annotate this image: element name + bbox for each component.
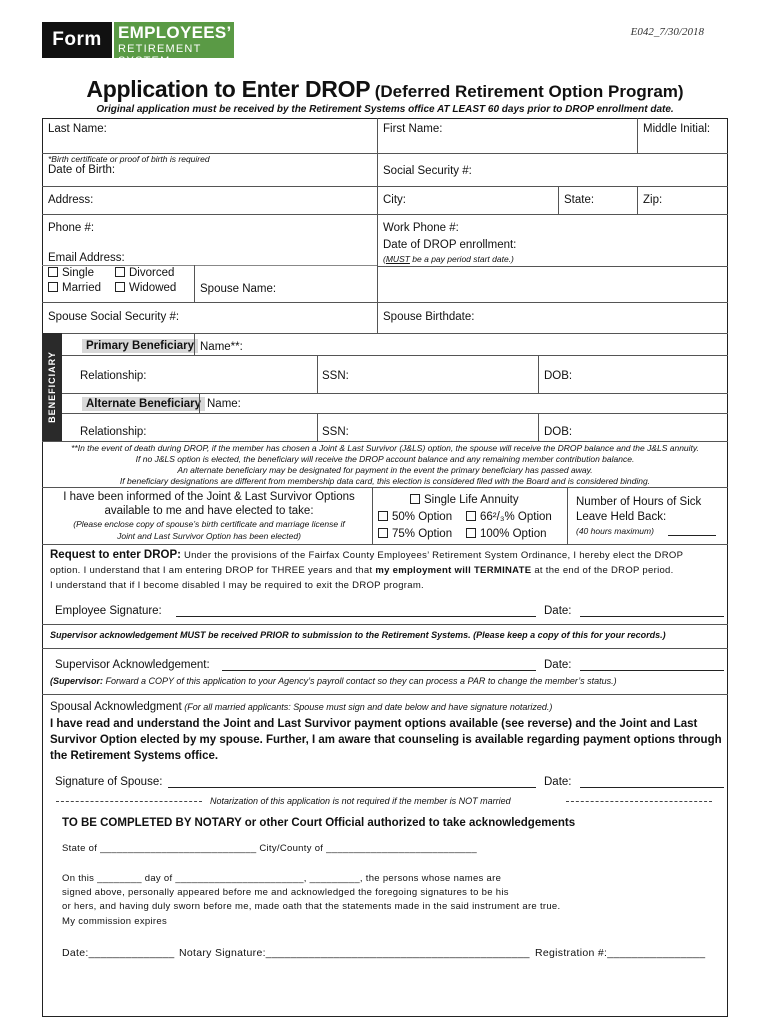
beneficiary-note-4: If beneficiary designations are different from membership data card, this election is considered filed with the Board and is considered binding. [119, 476, 651, 486]
notary-commission: My commission expires [62, 916, 168, 927]
spousal-line-3: the Retirement Systems office. [50, 750, 219, 762]
email-label: Email Address: [48, 252, 125, 264]
spouse-date-label: Date: [544, 776, 572, 788]
informed-line-1: I have been informed of the Joint & Last Survivor Options [63, 491, 355, 503]
marital-divorced[interactable]: Divorced [115, 266, 174, 280]
supervisor-note: Supervisor acknowledgement MUST be received PRIOR to submission to the Retirement Systems. (Please keep a copy of this for your records.) [50, 630, 666, 640]
checkbox-icon [115, 267, 125, 277]
logo-ers-block [114, 22, 234, 67]
logo-form-text: Form [42, 22, 112, 58]
last-name-label: Last Name: [48, 123, 107, 135]
checkbox-icon [466, 511, 476, 521]
marital-married[interactable]: Married [48, 281, 101, 295]
sick-hours-line-1: Number of Hours of Sick [576, 496, 702, 508]
spouse-signature-label: Signature of Spouse: [55, 776, 163, 788]
option-66[interactable]: 66²/₃% Option [466, 510, 552, 524]
beneficiary-note-2: If no J&LS option is elected, the beneficiary will receive the DROP account balance and any remaining member contribution balance. [135, 454, 635, 464]
option-50[interactable]: 50% Option [378, 510, 452, 524]
beneficiary-side-label: BENEFICIARY [42, 333, 62, 441]
form-code: E042_7/30/2018 [630, 26, 704, 38]
checkbox-icon [466, 528, 476, 538]
notary-registration: Registration #:________________ [535, 947, 706, 959]
logo-system-text: RETIREMENT SYSTEM [118, 43, 202, 67]
spousal-line-2: Survivor Option elected by my spouse. Further, I am aware that counseling is available regarding payment options through [50, 734, 722, 746]
employee-date-line[interactable] [580, 616, 724, 617]
informed-line-2: available to me and have elected to take: [104, 505, 314, 517]
notary-heading: TO BE COMPLETED BY NOTARY or other Court Official authorized to take acknowledgements [62, 817, 576, 829]
first-name-label: First Name: [383, 123, 443, 135]
logo-employees-text: EMPLOYEES’ [118, 23, 232, 42]
work-phone-label: Work Phone #: [383, 222, 459, 234]
notary-date: Date:______________ [62, 947, 175, 959]
checkbox-icon [48, 267, 58, 277]
request-paragraph: Request to enter DROP: Under the provisions of the Fairfax County Employees’ Retirement System Ordinance, I hereby elect the DROP option. I understand that I am entering DROP for THREE years and that my employment will TERMINATE at the end of the DROP period. I understand that if I become disabled I may be required to exit the DROP program. [50, 549, 684, 591]
checkbox-icon [48, 282, 58, 292]
checkbox-icon [410, 494, 420, 504]
spouse-birthdate-label: Spouse Birthdate: [383, 311, 475, 323]
alternate-beneficiary-label: Alternate Beneficiary [82, 397, 205, 411]
primary-dob-label: DOB: [544, 370, 573, 382]
birth-note: *Birth certificate or proof of birth is required [48, 154, 210, 164]
supervisor-date-label: Date: [544, 659, 572, 671]
beneficiary-note-1: **In the event of death during DROP, if the member has chosen a Joint & Last Survivor (J&LS) option, the spouse will receive the DROP balance and the J&LS annuity. [71, 443, 699, 453]
notary-state-line: State of ____________________________ City/County of ___________________________ [62, 843, 477, 854]
marital-single[interactable]: Single [48, 266, 94, 280]
spouse-date-line[interactable] [580, 787, 724, 788]
notarization-note: Notarization of this application is not required if the member is NOT married [210, 796, 511, 806]
sick-hours-line-2: Leave Held Back: [576, 511, 667, 523]
spousal-heading: Spousal Acknowledgment (For all married applicants: Spouse must sign and date below and have signature notarized.) [50, 701, 553, 713]
supervisor-ack-label: Supervisor Acknowledgement: [55, 659, 210, 671]
option-100[interactable]: 100% Option [466, 527, 547, 541]
middle-initial-label: Middle Initial: [643, 123, 711, 135]
ers-logo [42, 22, 234, 67]
spousal-line-1: I have read and understand the Joint and Last Survivor payment options available (see reverse) and the Joint and Last [50, 718, 698, 730]
notary-line-3: or hers, and having duly sworn before me, made oath that the statements made in the said instrument are true. [62, 901, 561, 912]
alternate-ssn-label: SSN: [322, 426, 349, 438]
spouse-name-label: Spouse Name: [200, 283, 277, 295]
beneficiary-note-3: An alternate beneficiary may be designated for payment in the event the primary beneficiary has passed away. [177, 465, 593, 475]
notary-line-2: signed above, personally appeared before me and acknowledged the foregoing signatures to be his [62, 887, 509, 898]
spouse-ssn-label: Spouse Social Security #: [48, 311, 180, 323]
dob-label: Date of Birth: [48, 164, 116, 176]
spouse-signature-line[interactable] [168, 787, 536, 788]
notary-signature: Notary Signature:___________________________________________ [179, 947, 530, 959]
city-label: City: [383, 194, 406, 206]
zip-label: Zip: [643, 194, 663, 206]
title-main: Application to Enter DROP [86, 76, 371, 102]
checkbox-icon [378, 511, 388, 521]
notary-on-this: On this ________ day of _______________________, _________, the persons whose names are [62, 873, 502, 884]
primary-ssn-label: SSN: [322, 370, 349, 382]
primary-relationship-label: Relationship: [80, 370, 147, 382]
address-label: Address: [48, 194, 94, 206]
checkbox-icon [115, 282, 125, 292]
beneficiary-notes [42, 443, 728, 487]
option-75[interactable]: 75% Option [378, 527, 452, 541]
ssn-label: Social Security #: [383, 165, 472, 177]
sick-hours-note: (40 hours maximum) [576, 526, 654, 536]
employee-signature-label: Employee Signature: [55, 605, 162, 617]
enclose-line-1: (Please enclose copy of spouse’s birth certificate and marriage license if [73, 519, 345, 529]
primary-beneficiary-label: Primary Beneficiary [82, 339, 198, 353]
drop-date-label: Date of DROP enrollment: [383, 239, 517, 251]
page-subtitle: Original application must be received by the Retirement Systems office AT LEAST 60 days prior to DROP enrollment date. [96, 104, 674, 115]
primary-name-label: Name**: [200, 341, 243, 353]
alternate-name-label: Name: [207, 398, 241, 410]
alternate-dob-label: DOB: [544, 426, 573, 438]
marital-widowed[interactable]: Widowed [115, 281, 176, 295]
sick-hours-input[interactable] [668, 535, 716, 536]
phone-label: Phone #: [48, 222, 95, 234]
enclose-line-2: Joint and Last Survivor Option has been elected) [117, 531, 301, 541]
page-title [0, 76, 770, 103]
alternate-relationship-label: Relationship: [80, 426, 147, 438]
supervisor-copy-note: (Supervisor: Forward a COPY of this application to your Agency’s payroll contact so they can process a PAR to change the member’s status.) [50, 676, 617, 686]
option-single-life[interactable]: Single Life Annuity [410, 493, 519, 507]
supervisor-date-line[interactable] [580, 670, 724, 671]
employee-date-label: Date: [544, 605, 572, 617]
title-paren: (Deferred Retirement Option Program) [374, 82, 684, 101]
employee-signature-line[interactable] [176, 616, 536, 617]
supervisor-signature-line[interactable] [222, 670, 536, 671]
drop-date-note: (MUST be a pay period start date.) [383, 254, 514, 264]
state-label: State: [564, 194, 595, 206]
checkbox-icon [378, 528, 388, 538]
